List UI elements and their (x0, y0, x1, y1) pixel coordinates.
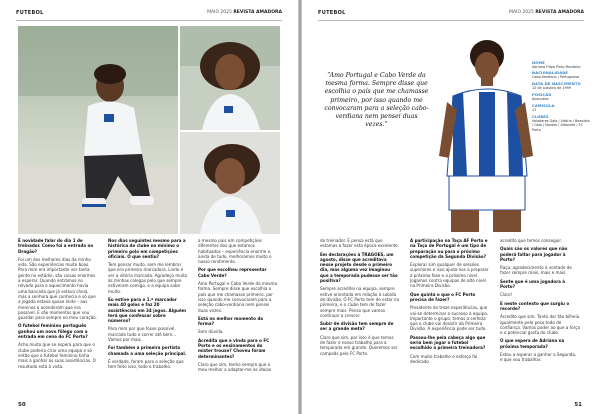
pull-quote: “Amo Portugal e Cabo Verde da mesma forma. Sempre disse que escolhia o país que me chamasse primeiro, por isso quando me convocaram para a seleção cabo-verdiana nem pensei duas vezes.” (324, 72, 429, 129)
question: Foi também a primeira portista chamada a uma seleção principal. (108, 345, 187, 356)
left-body-text (18, 238, 280, 400)
question: Por que escolheu representar Cabo Verde? (198, 267, 267, 278)
text-column-2 (108, 238, 188, 373)
page-number: 51 (574, 402, 582, 408)
answer: É verdade, foram para a seleção que tem feito isso, todo o trabalho. (108, 358, 184, 370)
text-column-3 (500, 238, 580, 366)
profile-sidebar (532, 58, 590, 132)
profile-label-birthdate: DATA DE NASCIMENTO (532, 82, 581, 87)
text-column-1 (320, 238, 400, 359)
right-running-header (318, 8, 584, 18)
section-label: FUTEBOL (318, 10, 346, 16)
answer: Estou a esperar a ganhar a Segunda, e que vou trabalhar. (500, 352, 577, 363)
answer: Claro! (500, 292, 513, 298)
answer: Para mim por que fosse possível, marcado tudo e correr até bem... Vamos por mais. (108, 326, 177, 343)
page-number: 50 (18, 402, 26, 408)
question: Quais são os valores que não poderá faltar para jogador à Porto? (500, 246, 568, 262)
right-body-text (320, 238, 582, 400)
publication-name: REVISTA AMADORA (233, 10, 282, 15)
profile-value-birthdate: 12 de outubro de 1999 (532, 86, 571, 91)
answer: Claro que sim, por isso é que temos de fazer o nosso trabalho para a temporada em grande. Queremos ser campeãs pelo FC Porto. (320, 334, 398, 356)
text-column-2 (410, 238, 490, 367)
question: Que quinta o que o FC Porto precisa de fazer? (410, 291, 476, 302)
question: A participação na Taça AF Porto e na Taça de Portugal é um tipo de preparação ou para o próximo competição da Segunda Divisão? (410, 238, 488, 259)
answer: Acredito que sim. Tanto dar tão bilheia igualmente pelo peso todo de confiança. Vamos poder ao que a força e o potencial gosta do clube. (500, 314, 580, 336)
profile-value-name: Adriana Filipa Pinto Monteiro (532, 64, 581, 69)
photo-player-seated (18, 26, 178, 234)
photo-player-kit (437, 26, 535, 232)
header-rule (16, 20, 282, 21)
answer: Presidente de treze experiências, que vai-se determinar o sucesso à equipa. Importante o grupo, temos a certeza que o clube vai desistir da Primeira Divisão. A experiência pode ser tudo. (410, 305, 489, 332)
left-page (0, 0, 298, 414)
question: Passou-lhe pela cabeça algo que seria bem jogar o futebol escolhido a primeira treinadora? (410, 334, 486, 351)
question: Sente que é uma jogadora à Porto? (500, 278, 566, 290)
answer: Sem dúvida. (198, 329, 224, 335)
photo-player-portrait (180, 26, 280, 130)
question: Eu estive para o 1.º marcador mais 40 golos e faz 20 assistências em 34 jogos. Alguém terá que confessar sobre números? (108, 296, 187, 324)
answer: acredito que temos conseguir. (500, 238, 563, 243)
question: Nos dias seguintes mesmo para a histórica do clube no mínimo o primeiro golo em competições oficiais. O que sentiu? (108, 238, 186, 259)
question: O que espera de Adriana na próxima temporada? (500, 338, 565, 349)
text-column-1 (18, 238, 98, 372)
publication-name: REVISTA AMADORA (535, 10, 584, 15)
profile-label-shirt: CAMISOLA (532, 104, 555, 109)
profile-label-nationality: NACIONALIDADE (532, 71, 569, 76)
issue-meta (509, 8, 584, 18)
answer: Claro que sim, tenho sempre que a meu melhor a adaptar-me às ideias (198, 361, 271, 373)
answer: Amo Portugal e Cabo Verde da mesma forma. Sempre disse que escolhia o país que me chamasse primeiro, por isso quando me convocaram para a seleção cabo-verdiana nem pensei duas vezes. (198, 281, 278, 313)
profile-value-nationality: Cabo-Verdiana / Portuguesa (532, 75, 580, 80)
answer: Explorar sim qualquer de sessões superiores e isso ajuda-nos a preparar a próxima fase e o próximo nível. Jogamos contra equipas de alto nível na Primeira Divisão. (410, 262, 489, 289)
answer: Foi um dos melhores dias da minha vida. São experiências muito boas. Para mim era importante ver tanta gente no estádio, são coisas enormes a esperar. Quando entrámos no relvado para o aquecimento havia uma bancada que já estava cheia, mas a senhora que conhecia e só que a jogada estava quase lindo – aos meninos a acenderam que era possível. E são momentos que vou guardar para sempre no meu coração. (18, 256, 97, 321)
answer: Raça, agradecimento à vontade de fazer sempre mais, mais e mais. (500, 265, 572, 276)
profile-label-clubs: CLUBES (532, 115, 549, 120)
profile-value-clubs: Valadares Gaia / Vitória / Boavista / Gaia / Nantes / Albacete / FC Porto (532, 119, 590, 132)
answer: do treinador. E pensa está que estamos a fazer esta época excelente. (320, 238, 400, 249)
header-rule (318, 20, 584, 21)
answer: a mesmo pais em competições diferentes dos que estamos habituados – experiência enorme e, ainda de tudo, melhoramos muito o nosso rendimento. (198, 238, 272, 265)
profile-label-name: NOME (532, 60, 545, 65)
profile-value-position: Avançada (532, 97, 549, 102)
answer: Tem pensar muito, sem me lembrar que era primeiro marcadora. Lindo é ver a vitória marcada. Agradeço muito às minhas colegas pelo que sempre estiveram comigo, e a equipa sabe muito. (108, 262, 188, 294)
question: É novidade falar do dia 1 de treinador. Como foi a entrada no Dragão? (18, 238, 94, 254)
answer: Sempre acreditei na equipa, sempre estive orientada em relação à subida de divisão. O FC Porto tem de estar na primeira, e o clube tem de fazer sempre mais. Penso que vamos continuar a crescer. (320, 286, 400, 318)
question: E neste contexto que surgiu o recorde? (500, 300, 570, 311)
left-running-header (16, 8, 282, 18)
issue-date: MAIO 2025 (207, 10, 232, 15)
profile-value-shirt: 11 (532, 108, 537, 113)
right-page (302, 0, 600, 414)
answer: Com muito trabalho e esforço foi dedicado (410, 353, 478, 364)
profile-label-position: POSIÇÃO (532, 93, 552, 98)
photo-player-closeup (180, 132, 280, 234)
answer: Acho muito que se espera para que o clube poderia criar uma equipa e só então que o futebol feminino tinha mais a ganhar as suas assistências. O resultado está à vista. (18, 342, 96, 369)
issue-meta (207, 8, 282, 18)
question: Está no melhor momento da forma? (198, 315, 264, 327)
question: O futebol feminino português ganhou um novo fôlego com a entrada em cena do FC Porto? (18, 323, 88, 340)
issue-date: MAIO 2025 (509, 10, 534, 15)
section-label: FUTEBOL (16, 10, 44, 16)
question: Subir de divisão tem sempre de ser a grande meta? (320, 321, 394, 332)
question: Em declarações à TRAGOES, um agosto, disse que acreditava nesse projeto desde o primeiro dia, mas alguma vez imaginou que a temporada pudesse ser tão positiva? (320, 251, 398, 284)
question: Acredita que a vinda para o FC Porto e os ensinamentos do mister trouxe? Choveu foram determinantes? (198, 337, 270, 359)
text-column-3 (198, 238, 278, 376)
